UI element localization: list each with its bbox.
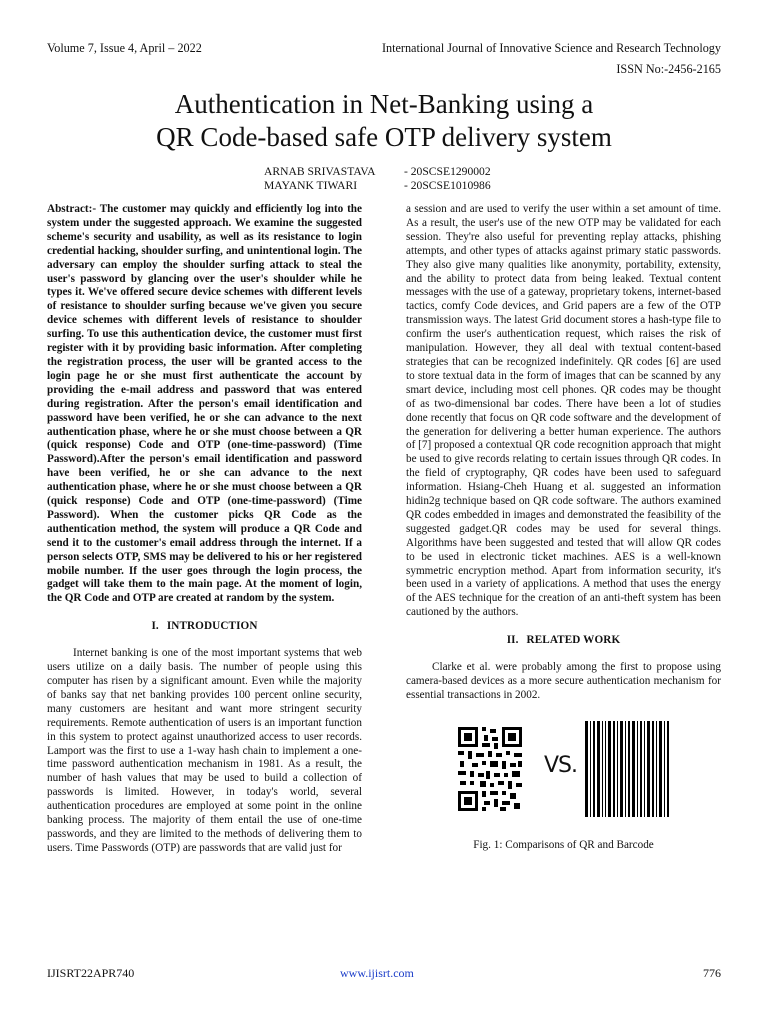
vs-label: VS. xyxy=(544,752,578,778)
header-issn: ISSN No:-2456-2165 xyxy=(616,62,721,76)
author-row xyxy=(264,165,491,179)
section-number: I. xyxy=(151,620,159,633)
barcode-image xyxy=(584,721,670,817)
section-title: RELATED WORK xyxy=(526,634,621,647)
author-list xyxy=(264,165,491,193)
figure-qr-vs-barcode xyxy=(456,717,671,829)
author-row xyxy=(264,179,491,193)
qr-code-image xyxy=(456,725,524,813)
title-line-2: QR Code-based safe OTP delivery system xyxy=(156,122,612,152)
section-number: II. xyxy=(506,634,519,647)
author-name: MAYANK TIWARI xyxy=(264,179,358,192)
header-volume: Volume 7, Issue 4, April – 2022 xyxy=(47,41,202,55)
footer-paper-id: IJISRT22APR740 xyxy=(47,966,135,980)
paper-title xyxy=(40,88,728,154)
section-title: INTRODUCTION xyxy=(166,620,258,633)
right-column xyxy=(406,203,721,853)
footer-website-link[interactable]: www.ijisrt.com xyxy=(340,966,414,980)
header-journal: International Journal of Innovative Science and Research Technology xyxy=(381,41,721,55)
left-column xyxy=(47,203,362,856)
section-heading-related-work xyxy=(406,634,721,648)
author-id: - 20SCSE1010986 xyxy=(404,179,491,192)
author-name: ARNAB SRIVASTAVA xyxy=(264,165,376,178)
author-id: - 20SCSE1290002 xyxy=(404,165,491,178)
related-work-paragraph: Clarke et al. were probably among the first to propose using camera-based devices as a more secure authentication mechanism for essential transactions in 2002. xyxy=(406,661,721,701)
footer-page-number: 776 xyxy=(703,966,721,980)
figure-caption: Fig. 1: Comparisons of QR and Barcode xyxy=(473,838,654,851)
title-line-1: Authentication in Net-Banking using a xyxy=(174,89,594,119)
abstract: Abstract:- The customer may quickly and efficiently log into the system under the suggested approach. We examine the suggested scheme's security and usability, as well as its resistance to login credential hacking, shoulder surfing, and unintentional login. The adversary can employ the shoulder surfing attack to steal the user's password by glancing over the user's shoulder while he types it. We've offered secure device schemes with different levels of resistance to shoulder surfing because we've given you secure device schemes with different levels of resistance to shoulder surfing. To use this authentication device, the customer must first register with it by providing basic information. After completing the registration process, the user will be granted access to the login page he or she must first authenticate the account by providing the e-mail address and password that was entered during registration. After the person's email identification and password have been verified, he or she can advance to the next authentication phase, where he or she must choose between a QR (quick response) Code and OTP (one-time-password) (Time Password).After the person's email identification and password have been verified, he or she can advance to the next authentication phase, where he or she must choose between a QR (quick response) Code and OTP (one-time-password) (Time Password). When the customer picks QR Code as the authentication method, the system will produce a QR Code and send it to the customer's email address through the internet. If a person selects OTP, SMS may be delivered to his or her registered mobile number. If the user goes through the login process, the gadget will take them to the main page. At the moment of login, the QR Code and OTP are created at random by the system. xyxy=(47,203,362,605)
section-heading-introduction xyxy=(47,620,362,634)
introduction-continuation: a session and are used to verify the user within a set amount of time. As a result, the user's use of the new OTP may be validated for each session. They're also useful for preventing replay attacks, phishing attempts, and other types of attacks against primary static passwords. They also give many qualities like anonymity, portability, extensity, and the ability to protect data from being leaked. Textual content messages with the use of a gateway, proprietary tokens, internet-based tactics, comfy Code devices, and Grid papers are a few of the OTP transmission ways. The latest Grid document stores a hash-type file to confirm the user's authentication request, which raises the risk of manipulation. However, they all deal with textual content-based strategies that can be recognized indefinitely. QR codes [6] are used to store textual data in the form of images that can be scanned by any smart device, including most cell phones. QR codes may be thought of as two-dimensional bar codes. There have been a lot of studies done recently that focus on QR code software and the development of the generation for delivering a better human experience. The authors of [7] proposed a contextual QR code recognition approach that might be used to give records relating to certain issues through QR codes. In the field of cryptography, QR codes have been used to safeguard information. Hsiang-Cheh Huang et al. suggested an information hidin2g technique based on QR code software. The authors examined QR codes embedded in images and demonstrated the feasibility of the suggested gadget.QR codes may be used for several things. Algorithms have been suggested and tested that will allow QR codes to be used in electronic ticket machines. AES is a well-known symmetric encryption method. Apart from information security, it's been used in a variety of applications. A method that uses the energy of the AES technique for the creation of an anti-theft system has been cautioned by the authors. xyxy=(406,203,721,619)
introduction-paragraph: Internet banking is one of the most important systems that web users utilize on a daily basis. The number of people using this computer has risen by a significant amount. Even while the majority of banks say that net banking provides 100 percent online security, many customers are hesitant and want more stringent security requirements. Remote authentication of users is an important function in this system to protect against unauthorized access to user records. Lamport was the first to use a 1-way hash chain to implement a one-time password authentication mechanism in 1981. As a result, the number of hash values that may be used to build a collection of passwords is limited. However, in today's world, several authentication procedures are employed at some point in the online banking process. The majority of them entail the use of one-time passwords, and they are limited to the methods of delivering them to users. Time Passwords (OTP) are passwords that are valid just for xyxy=(47,647,362,854)
